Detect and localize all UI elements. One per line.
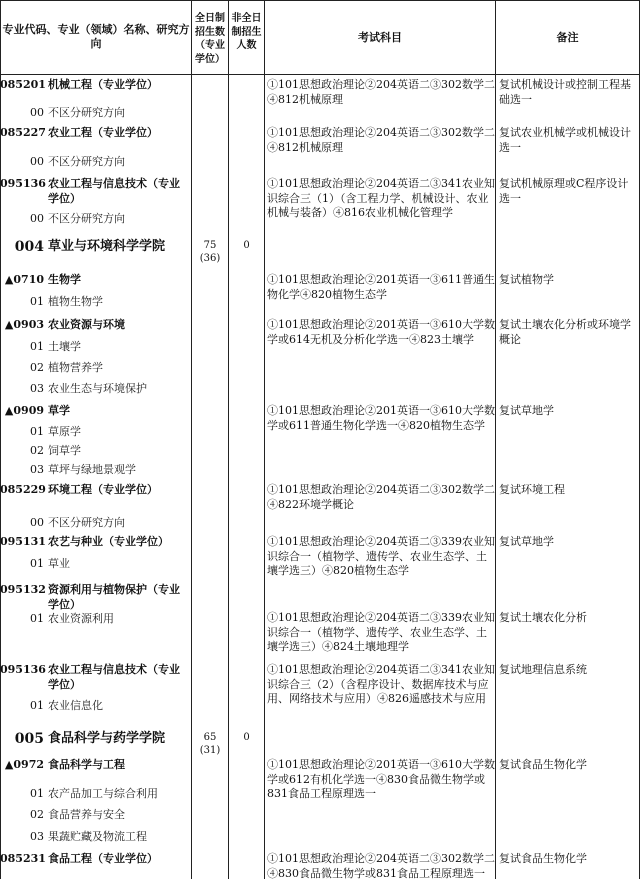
parttime-count: 0 bbox=[243, 732, 250, 743]
major-name: 农业资源与环境 bbox=[48, 318, 125, 331]
remark: 复试农业机械学或机械设计选一 bbox=[499, 126, 631, 154]
exam-subjects: ①101思想政治理论②204英语二③302数学二④812机械原理 bbox=[267, 126, 495, 154]
remark: 复试食品生物化学 bbox=[499, 758, 587, 771]
direction-name: 土壤学 bbox=[48, 340, 81, 353]
direction-code: 03 bbox=[30, 830, 44, 843]
direction-code: 01 bbox=[30, 612, 44, 625]
college-name: 草业与环境科学学院 bbox=[48, 239, 166, 254]
direction-code: 00 bbox=[30, 155, 44, 168]
header-parttime: 非全日制招生人数 bbox=[231, 13, 262, 51]
direction-name: 饲草学 bbox=[48, 444, 81, 457]
remark: 复试植物学 bbox=[499, 273, 554, 286]
exam-subjects: ①101思想政治理论②204英语二③339农业知识综合一（植物学、遗传学、农业生态学、土壤学选三）④824土壤地理学 bbox=[267, 611, 495, 653]
major-name: 草学 bbox=[48, 404, 70, 417]
direction-name: 农业资源利用 bbox=[48, 612, 114, 625]
direction-name: 植物生物学 bbox=[48, 295, 103, 308]
fulltime-count: 65 bbox=[203, 732, 217, 743]
major-code: 095131 bbox=[0, 535, 46, 548]
parttime-count: 0 bbox=[243, 240, 250, 251]
exam-subjects: ①101思想政治理论②204英语二③302数学二④812机械原理 bbox=[267, 78, 495, 106]
exam-subjects: ①101思想政治理论②201英语一③610大学数学或614无机及分析化学选一④823土壤学 bbox=[267, 318, 495, 346]
direction-name: 草坪与绿地景观学 bbox=[48, 463, 136, 476]
header-bottom-line bbox=[0, 74, 640, 75]
fulltime-count-professional: (36) bbox=[199, 253, 221, 264]
major-name: 农艺与种业（专业学位） bbox=[48, 535, 169, 548]
major-name: 资源利用与植物保护（专业学位） bbox=[48, 583, 180, 611]
remark: 复试草地学 bbox=[499, 535, 554, 548]
exam-subjects: ①101思想政治理论②204英语二③341农业知识综合三（2）（含程序设计、数据库技术与应用、网络技术与应用）④826遥感技术与应用 bbox=[267, 663, 495, 705]
direction-code: 01 bbox=[30, 787, 44, 800]
direction-name: 不区分研究方向 bbox=[48, 516, 125, 529]
direction-code: 01 bbox=[30, 425, 44, 438]
major-name: 农业工程与信息技术（专业学位） bbox=[48, 177, 180, 205]
remark: 复试草地学 bbox=[499, 404, 554, 417]
direction-name: 农产品加工与综合利用 bbox=[48, 787, 158, 800]
major-name: 机械工程（专业学位） bbox=[48, 78, 158, 91]
remark: 复试土壤农化分析 bbox=[499, 611, 587, 624]
major-code: 095136 bbox=[0, 177, 46, 190]
direction-name: 农业生态与环境保护 bbox=[48, 382, 147, 395]
direction-name: 植物营养学 bbox=[48, 361, 103, 374]
table-border-top bbox=[0, 0, 640, 1]
exam-subjects: ①101思想政治理论②204英语二③341农业知识综合三（1）（含工程力学、机械设计、农业机械与装备）④816农业机械化管理学 bbox=[267, 177, 495, 219]
major-name: 食品科学与工程 bbox=[48, 758, 125, 771]
column-divider bbox=[264, 0, 265, 879]
fulltime-count: 75 bbox=[203, 240, 217, 251]
major-code: 095136 bbox=[0, 663, 46, 676]
major-code: ▲0710 bbox=[4, 273, 44, 286]
major-code: 085227 bbox=[0, 126, 46, 139]
direction-code: 02 bbox=[30, 808, 44, 821]
direction-code: 01 bbox=[30, 295, 44, 308]
remark: 复试土壤农化分析或环境学概论 bbox=[499, 318, 631, 346]
direction-code: 02 bbox=[30, 361, 44, 374]
direction-name: 不区分研究方向 bbox=[48, 106, 125, 119]
direction-code: 01 bbox=[30, 557, 44, 570]
direction-name: 草原学 bbox=[48, 425, 81, 438]
direction-name: 草业 bbox=[48, 557, 70, 570]
remark: 复试食品生物化学 bbox=[499, 852, 587, 865]
column-divider bbox=[228, 0, 229, 879]
exam-subjects: ①101思想政治理论②204英语二③302数学二④830食品微生物学或831食品工程原理选一 bbox=[267, 852, 495, 880]
direction-code: 03 bbox=[30, 382, 44, 395]
major-code: ▲0909 bbox=[4, 404, 44, 417]
major-code: ▲0972 bbox=[4, 758, 44, 771]
major-code: 095132 bbox=[0, 583, 46, 596]
direction-name: 食品营养与安全 bbox=[48, 808, 125, 821]
exam-subjects: ①101思想政治理论②201英语一③610大学数学或612有机化学选一④830食品微生物学或831食品工程原理选一 bbox=[267, 758, 495, 800]
direction-code: 01 bbox=[30, 699, 44, 712]
college-name: 食品科学与药学学院 bbox=[48, 731, 166, 746]
remark: 复试机械设计或控制工程基础选一 bbox=[499, 78, 631, 106]
direction-code: 02 bbox=[30, 444, 44, 457]
direction-name: 果蔬贮藏及物流工程 bbox=[48, 830, 147, 843]
major-code: 085229 bbox=[0, 483, 46, 496]
major-name: 农业工程（专业学位） bbox=[48, 126, 158, 139]
exam-subjects: ①101思想政治理论②201英语一③611普通生物化学④820植物生态学 bbox=[267, 273, 495, 301]
direction-code: 03 bbox=[30, 463, 44, 476]
header-subjects: 考试科目 bbox=[358, 31, 402, 44]
major-name: 农业工程与信息技术（专业学位） bbox=[48, 663, 180, 691]
direction-code: 00 bbox=[30, 212, 44, 225]
major-code: ▲0903 bbox=[4, 318, 44, 331]
direction-code: 01 bbox=[30, 340, 44, 353]
direction-code: 00 bbox=[30, 516, 44, 529]
direction-name: 农业信息化 bbox=[48, 699, 103, 712]
direction-name: 不区分研究方向 bbox=[48, 155, 125, 168]
remark: 复试环境工程 bbox=[499, 483, 565, 496]
major-name: 环境工程（专业学位） bbox=[48, 483, 158, 496]
direction-name: 不区分研究方向 bbox=[48, 212, 125, 225]
exam-subjects: ①101思想政治理论②204英语二③302数学二④822环境学概论 bbox=[267, 483, 495, 511]
major-name: 食品工程（专业学位） bbox=[48, 852, 158, 865]
header-major: 专业代码、专业（领域）名称、研究方向 bbox=[2, 23, 190, 50]
direction-code: 00 bbox=[30, 106, 44, 119]
college-code: 005 bbox=[14, 731, 44, 747]
exam-subjects: ①101思想政治理论②204英语二③339农业知识综合一（植物学、遗传学、农业生态学、土壤学选三）④820植物生态学 bbox=[267, 535, 495, 577]
header-fulltime: 全日制招生数（专业学位） bbox=[195, 13, 225, 65]
remark: 复试地理信息系统 bbox=[499, 663, 587, 676]
column-divider bbox=[495, 0, 496, 879]
college-code: 004 bbox=[14, 239, 44, 255]
remark: 复试机械原理或C程序设计选一 bbox=[499, 177, 629, 205]
major-code: 085201 bbox=[0, 78, 46, 91]
major-code: 085231 bbox=[0, 852, 46, 865]
major-name: 生物学 bbox=[48, 273, 81, 286]
exam-subjects: ①101思想政治理论②201英语一③610大学数学或611普通生物化学选一④820植物生态学 bbox=[267, 404, 495, 432]
header-notes: 备注 bbox=[556, 31, 579, 44]
fulltime-count-professional: (31) bbox=[199, 745, 221, 756]
